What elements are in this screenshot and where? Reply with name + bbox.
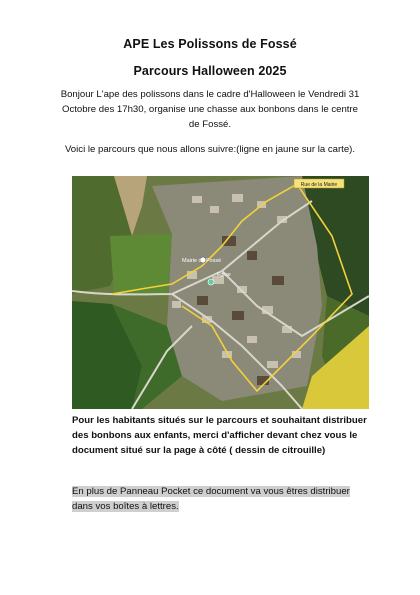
flyer-note-text: En plus de Panneau Pocket ce document va vous êtres distribuer dans vos boîtes à lettres. — [72, 486, 350, 512]
intro-paragraph: Bonjour L'ape des polissons dans le cadre d'Halloween le Vendredi 31 Octobre des 17h30, organise une chasse aux bonbons dans le centre de Fossé. — [60, 89, 360, 130]
event-title: Parcours Halloween 2025 — [133, 64, 287, 78]
route-intro-paragraph: Voici le parcours que nous allons suivre:(ligne en jaune sur la carte). — [64, 144, 356, 155]
map-label-top: Rue de la Mairie — [300, 182, 338, 188]
flyer-note — [72, 484, 372, 514]
residents-note: Pour les habitants situés sur le parcours et souhaitant distribuer des bonbons aux enfants, merci d'afficher devant chez vous le document situé sur la page à côté ( dessin de citrouille) — [72, 415, 367, 456]
map-label-center: Mairie de Fossé — [182, 258, 222, 264]
org-title: APE Les Polissons de Fossé — [123, 37, 297, 51]
map-label-small: Eglise — [217, 272, 231, 278]
satellite-route-map — [72, 176, 369, 409]
